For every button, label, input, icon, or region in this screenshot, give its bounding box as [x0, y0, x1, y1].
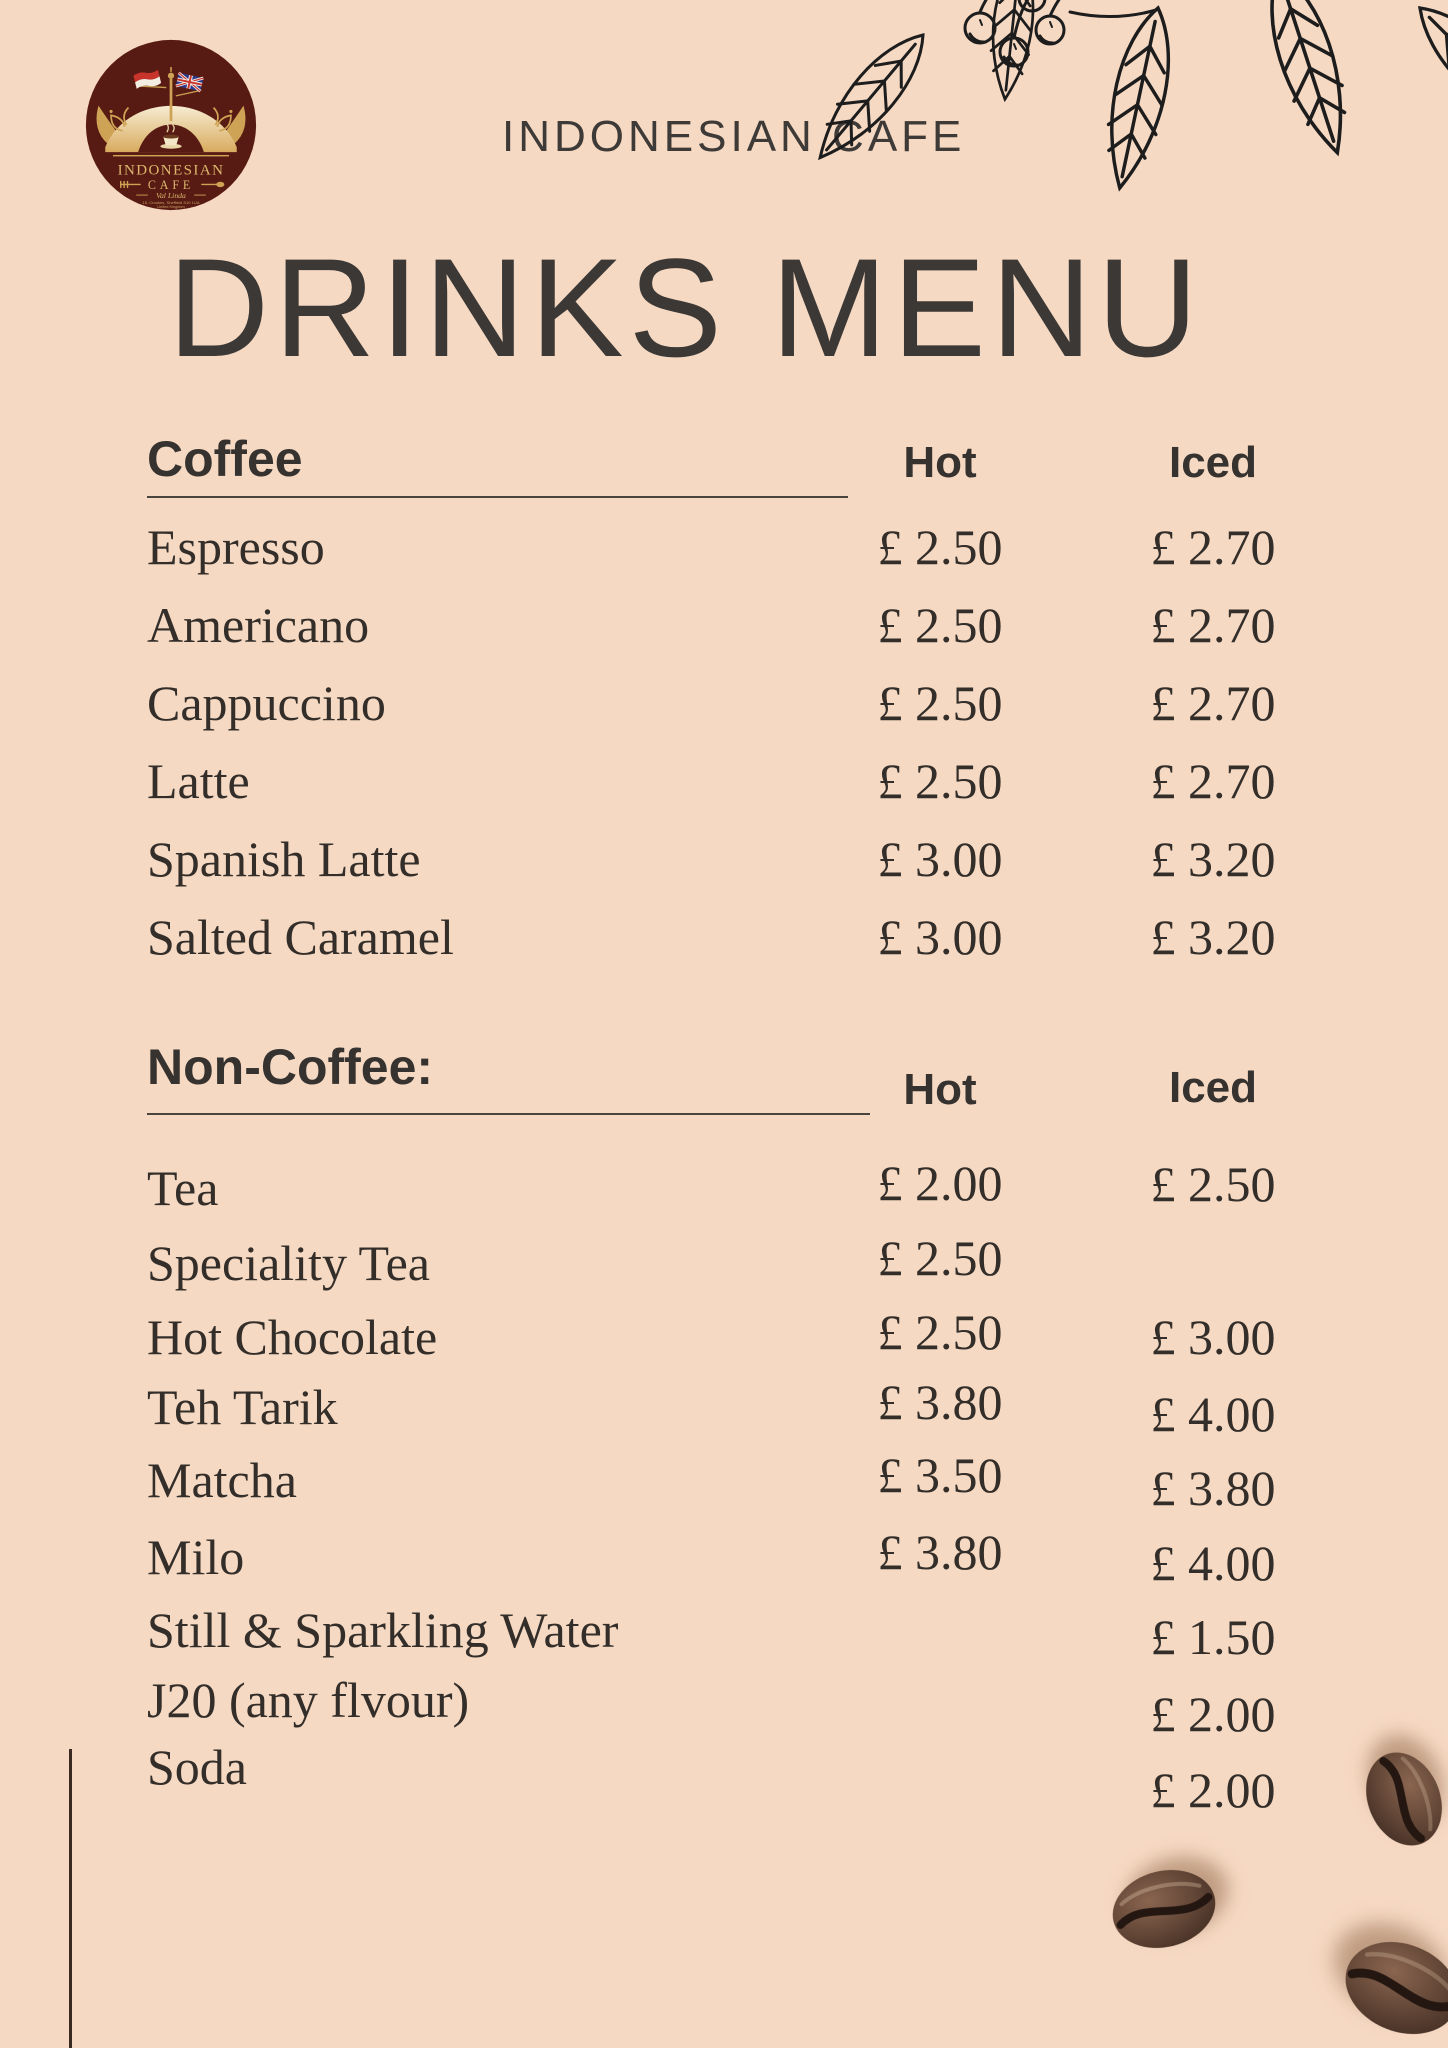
coffee-bean-icon [1104, 1860, 1223, 1959]
logo-divider [113, 155, 229, 156]
item-name: Spanish Latte [147, 831, 421, 887]
item-price-iced: £ 3.20 [1150, 831, 1276, 887]
item-name: Salted Caramel [147, 909, 454, 965]
item-name: J20 (any flvour) [147, 1672, 470, 1728]
leaf-icon [986, 0, 1039, 101]
item-price-hot: £ 2.00 [877, 1155, 1003, 1211]
item-name: Tea [147, 1160, 219, 1216]
item-price-iced: £ 2.70 [1150, 597, 1276, 653]
item-price-hot: £ 2.50 [877, 753, 1003, 809]
item-name: Espresso [147, 519, 325, 575]
column-header-iced: Iced [1168, 1063, 1258, 1112]
tent-pole [170, 79, 173, 122]
page-title: DRINKS MENU [168, 229, 1204, 386]
item-name: Soda [147, 1739, 247, 1795]
logo-address-line2: United Kingdom [157, 205, 185, 210]
item-name: Speciality Tea [147, 1235, 430, 1291]
item-price-hot: £ 3.80 [877, 1374, 1003, 1430]
brand-header: INDONESIAN CAFE [502, 112, 966, 161]
item-price-hot: £ 2.50 [877, 1304, 1003, 1360]
item-price-iced: £ 2.70 [1150, 675, 1276, 731]
item-name: Hot Chocolate [147, 1309, 438, 1365]
tent-finial [168, 73, 174, 79]
item-price-iced: £ 4.00 [1150, 1386, 1276, 1442]
item-price-iced: £ 2.70 [1150, 519, 1276, 575]
column-header-hot: Hot [903, 438, 977, 487]
item-name: Teh Tarik [147, 1379, 338, 1435]
item-price-iced: £ 2.00 [1150, 1686, 1276, 1742]
section-heading-non-coffee: Non-Coffee: [147, 1039, 434, 1095]
item-price-hot: £ 3.80 [877, 1524, 1003, 1580]
cafe-logo [84, 38, 258, 212]
item-price-iced: £ 2.50 [1150, 1156, 1276, 1212]
section-heading-coffee: Coffee [147, 431, 303, 487]
logo-address-line1: 15, Crookes, Sheffield S10 1UA [142, 199, 200, 205]
item-price-hot: £ 3.50 [877, 1447, 1003, 1503]
item-price-hot: £ 3.00 [877, 831, 1003, 887]
logo-name-line2: CAFE [147, 177, 195, 192]
item-price-iced: £ 3.20 [1150, 909, 1276, 965]
coffee-beans-decoration [1050, 1700, 1448, 2048]
coffee-bean-icon [1353, 1741, 1448, 1857]
leaf-icon [1096, 3, 1182, 193]
leaf-icon [804, 21, 940, 171]
item-price-iced: £ 4.00 [1150, 1535, 1276, 1591]
item-price-hot: £ 2.50 [877, 597, 1003, 653]
item-name: Americano [147, 597, 370, 653]
item-price-iced: £ 3.00 [1150, 1309, 1276, 1365]
column-header-hot: Hot [903, 1065, 977, 1114]
item-price-hot: £ 3.00 [877, 909, 1003, 965]
leaf-icon [1403, 0, 1448, 149]
item-price-hot: £ 2.50 [877, 1230, 1003, 1286]
section-divider [147, 496, 848, 498]
coffee-bean-icon [1332, 1926, 1448, 2048]
item-name: Milo [147, 1529, 245, 1585]
coffee-plant-illustration-icon [758, 0, 1448, 205]
item-price-iced: £ 3.80 [1150, 1460, 1276, 1516]
vertical-rule [69, 1749, 72, 2048]
item-price-iced: £ 2.00 [1150, 1762, 1276, 1818]
column-header-iced: Iced [1168, 438, 1258, 487]
logo-script: Val Linda [156, 190, 186, 200]
item-price-iced: £ 1.50 [1150, 1609, 1276, 1665]
section-divider [147, 1113, 870, 1115]
branch-stems [980, 0, 1156, 38]
leaf-icon [1254, 0, 1362, 161]
item-name: Latte [147, 753, 250, 809]
item-price-hot: £ 2.50 [877, 675, 1003, 731]
item-price-iced: £ 2.70 [1150, 753, 1276, 809]
item-name: Still & Sparkling Water [147, 1602, 619, 1658]
logo-name-line1: INDONESIAN [117, 162, 225, 179]
item-name: Cappuccino [147, 675, 386, 731]
item-price-hot: £ 2.50 [877, 519, 1003, 575]
item-name: Matcha [147, 1452, 297, 1508]
